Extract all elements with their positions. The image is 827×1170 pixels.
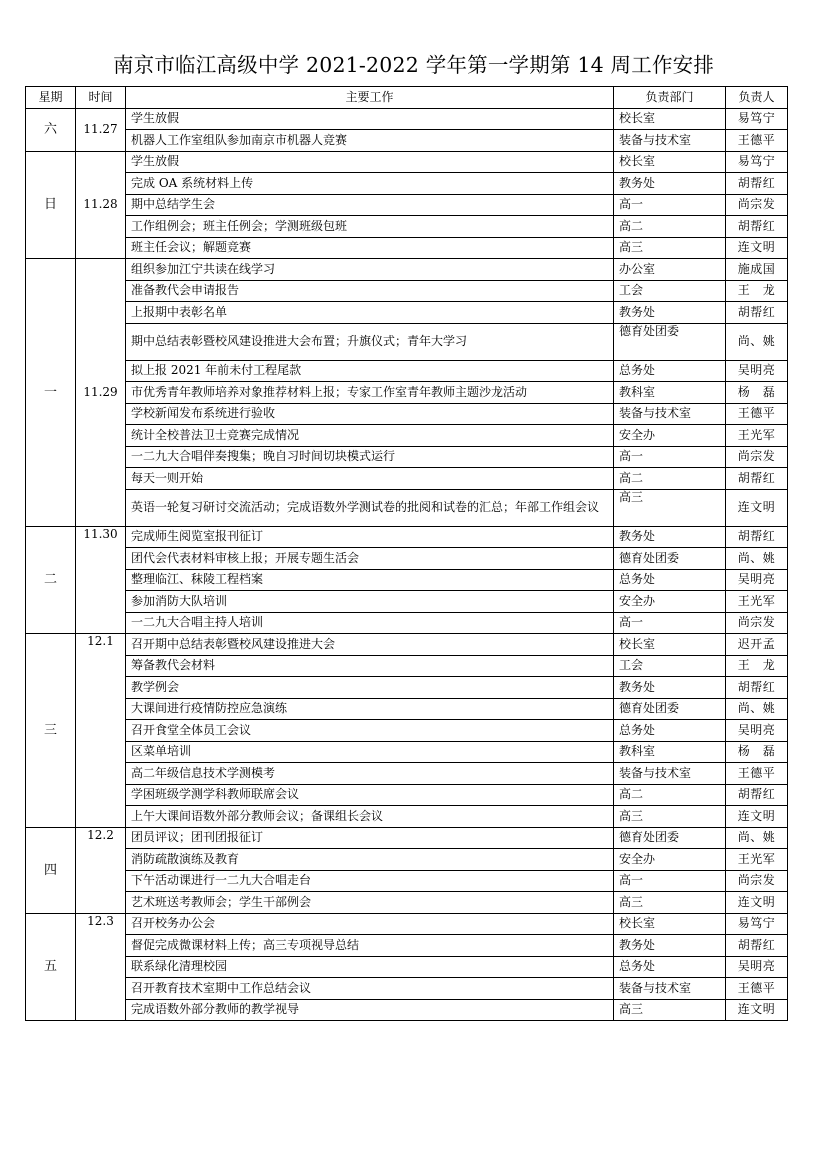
day-cell: 三 — [26, 634, 76, 828]
person-cell: 易笃宁 — [726, 108, 788, 130]
task-cell: 高二年级信息技术学测模考 — [126, 763, 614, 785]
dept-cell: 安全办 — [614, 849, 726, 871]
dept-cell: 德育处团委 — [614, 698, 726, 720]
table-header-row — [26, 87, 788, 109]
task-cell: 组织参加江宁共读在线学习 — [126, 259, 614, 281]
person-cell: 吴明亮 — [726, 720, 788, 742]
header-dept: 负责部门 — [614, 87, 726, 109]
table-row — [26, 935, 788, 957]
dept-cell: 高一 — [614, 446, 726, 468]
dept-cell: 办公室 — [614, 259, 726, 281]
dept-cell: 高二 — [614, 468, 726, 490]
dept-cell: 高二 — [614, 784, 726, 806]
table-row — [26, 302, 788, 324]
table-row — [26, 741, 788, 763]
person-cell: 王光军 — [726, 849, 788, 871]
table-row — [26, 784, 788, 806]
task-cell: 艺术班送考教师会；学生干部例会 — [126, 892, 614, 914]
person-cell: 连文明 — [726, 806, 788, 828]
task-cell: 联系绿化清理校园 — [126, 956, 614, 978]
person-cell: 尚、姚 — [726, 827, 788, 849]
date-cell: 12.1 — [76, 634, 126, 828]
task-cell: 区菜单培训 — [126, 741, 614, 763]
table-row — [26, 151, 788, 173]
person-cell: 胡帮红 — [726, 526, 788, 548]
table-row — [26, 827, 788, 849]
dept-cell: 高一 — [614, 612, 726, 634]
person-cell: 王德平 — [726, 403, 788, 425]
task-cell: 团员评议；团刊团报征订 — [126, 827, 614, 849]
dept-cell: 教务处 — [614, 302, 726, 324]
dept-cell: 教务处 — [614, 526, 726, 548]
table-row — [26, 634, 788, 656]
page-title: 南京市临江高级中学 2021-2022 学年第一学期第 14 周工作安排 — [112, 53, 715, 77]
dept-cell: 校长室 — [614, 108, 726, 130]
task-cell: 学生放假 — [126, 151, 614, 173]
dept-cell: 高三 — [614, 237, 726, 259]
person-cell: 王光军 — [726, 425, 788, 447]
table-row — [26, 677, 788, 699]
dept-cell: 装备与技术室 — [614, 763, 726, 785]
task-cell: 统计全校普法卫士竞赛完成情况 — [126, 425, 614, 447]
table-row — [26, 259, 788, 281]
dept-cell: 高一 — [614, 194, 726, 216]
task-cell: 学校新闻发布系统进行验收 — [126, 403, 614, 425]
task-cell: 一二九大合唱伴奏搜集；晚自习时间切块模式运行 — [126, 446, 614, 468]
task-cell: 召开教育技术室期中工作总结会议 — [126, 978, 614, 1000]
person-cell: 胡帮红 — [726, 468, 788, 490]
dept-cell: 校长室 — [614, 634, 726, 656]
day-cell: 日 — [26, 151, 76, 259]
dept-cell: 装备与技术室 — [614, 403, 726, 425]
day-cell: 六 — [26, 108, 76, 151]
task-cell: 学生放假 — [126, 108, 614, 130]
task-cell: 每天一则开始 — [126, 468, 614, 490]
task-cell: 筹备教代会材料 — [126, 655, 614, 677]
person-cell: 尚宗发 — [726, 194, 788, 216]
table-row — [26, 382, 788, 404]
person-cell: 王德平 — [726, 763, 788, 785]
table-row — [26, 468, 788, 490]
table-row — [26, 655, 788, 677]
dept-cell: 高三 — [614, 999, 726, 1021]
person-cell: 杨 磊 — [726, 741, 788, 763]
date-cell: 11.28 — [76, 151, 126, 259]
table-row — [26, 403, 788, 425]
task-cell: 召开食堂全体员工会议 — [126, 720, 614, 742]
task-cell: 一二九大合唱主持人培训 — [126, 612, 614, 634]
task-cell: 准备教代会申请报告 — [126, 280, 614, 302]
table-row — [26, 892, 788, 914]
person-cell: 易笃宁 — [726, 913, 788, 935]
dept-cell: 德育处团委 — [614, 548, 726, 570]
table-row — [26, 956, 788, 978]
task-cell: 英语一轮复习研讨交流活动；完成语数外学测试卷的批阅和试卷的汇总；年部工作组会议 — [126, 489, 614, 526]
person-cell: 连文明 — [726, 489, 788, 526]
task-cell: 督促完成微课材料上传；高三专项视导总结 — [126, 935, 614, 957]
table-row — [26, 194, 788, 216]
person-cell: 易笃宁 — [726, 151, 788, 173]
date-cell: 12.2 — [76, 827, 126, 913]
person-cell: 胡帮红 — [726, 784, 788, 806]
person-cell: 尚宗发 — [726, 612, 788, 634]
table-row — [26, 913, 788, 935]
dept-cell: 教务处 — [614, 677, 726, 699]
task-cell: 期中总结学生会 — [126, 194, 614, 216]
person-cell: 尚、姚 — [726, 698, 788, 720]
person-cell: 胡帮红 — [726, 677, 788, 699]
task-cell: 消防疏散演练及教育 — [126, 849, 614, 871]
dept-cell: 装备与技术室 — [614, 978, 726, 1000]
task-cell: 完成语数外部分教师的教学视导 — [126, 999, 614, 1021]
schedule-body — [26, 108, 788, 1021]
dept-cell: 高一 — [614, 870, 726, 892]
task-cell: 完成师生阅览室报刊征订 — [126, 526, 614, 548]
person-cell: 吴明亮 — [726, 569, 788, 591]
task-cell: 工作组例会；班主任例会；学测班级包班 — [126, 216, 614, 238]
task-cell: 团代会代表材料审核上报；开展专题生活会 — [126, 548, 614, 570]
table-row — [26, 591, 788, 613]
date-cell: 11.27 — [76, 108, 126, 151]
dept-cell: 教务处 — [614, 173, 726, 195]
table-row — [26, 720, 788, 742]
table-row — [26, 108, 788, 130]
person-cell: 王光军 — [726, 591, 788, 613]
table-row — [26, 548, 788, 570]
table-row — [26, 569, 788, 591]
table-row — [26, 425, 788, 447]
dept-cell: 安全办 — [614, 591, 726, 613]
person-cell: 尚、姚 — [726, 323, 788, 360]
task-cell: 完成 OA 系统材料上传 — [126, 173, 614, 195]
dept-cell: 总务处 — [614, 720, 726, 742]
task-cell: 整理临江、秣陵工程档案 — [126, 569, 614, 591]
task-cell: 召开校务办公会 — [126, 913, 614, 935]
person-cell: 吴明亮 — [726, 956, 788, 978]
task-cell: 大课间进行疫情防控应急演练 — [126, 698, 614, 720]
dept-cell: 总务处 — [614, 569, 726, 591]
dept-cell: 校长室 — [614, 913, 726, 935]
person-cell: 连文明 — [726, 999, 788, 1021]
person-cell: 尚宗发 — [726, 446, 788, 468]
date-cell: 11.29 — [76, 259, 126, 527]
task-cell: 机器人工作室组队参加南京市机器人竞赛 — [126, 130, 614, 152]
person-cell: 胡帮红 — [726, 216, 788, 238]
dept-cell: 工会 — [614, 280, 726, 302]
dept-cell: 教科室 — [614, 382, 726, 404]
person-cell: 尚宗发 — [726, 870, 788, 892]
table-row — [26, 216, 788, 238]
person-cell: 吴明亮 — [726, 360, 788, 382]
day-cell: 四 — [26, 827, 76, 913]
task-cell: 教学例会 — [126, 677, 614, 699]
table-row — [26, 173, 788, 195]
dept-cell: 工会 — [614, 655, 726, 677]
person-cell: 迟开孟 — [726, 634, 788, 656]
person-cell: 王 龙 — [726, 655, 788, 677]
person-cell: 胡帮红 — [726, 302, 788, 324]
dept-cell: 德育处团委 — [614, 323, 726, 360]
header-day: 星期 — [26, 87, 76, 109]
dept-cell: 教科室 — [614, 741, 726, 763]
dept-cell: 高三 — [614, 892, 726, 914]
task-cell: 学困班级学测学科教师联席会议 — [126, 784, 614, 806]
day-cell: 一 — [26, 259, 76, 527]
person-cell: 王德平 — [726, 978, 788, 1000]
table-row — [26, 612, 788, 634]
date-cell: 12.3 — [76, 913, 126, 1021]
table-row — [26, 489, 788, 526]
table-row — [26, 999, 788, 1021]
task-cell: 班主任会议；解题竞赛 — [126, 237, 614, 259]
header-date: 时间 — [76, 87, 126, 109]
table-row — [26, 130, 788, 152]
task-cell: 召开期中总结表彰暨校风建设推进大会 — [126, 634, 614, 656]
table-row — [26, 280, 788, 302]
person-cell: 王德平 — [726, 130, 788, 152]
dept-cell: 装备与技术室 — [614, 130, 726, 152]
table-row — [26, 806, 788, 828]
person-cell: 胡帮红 — [726, 935, 788, 957]
person-cell: 施成国 — [726, 259, 788, 281]
table-row — [26, 763, 788, 785]
header-task: 主要工作 — [126, 87, 614, 109]
dept-cell: 总务处 — [614, 360, 726, 382]
dept-cell: 德育处团委 — [614, 827, 726, 849]
dept-cell: 总务处 — [614, 956, 726, 978]
day-cell: 五 — [26, 913, 76, 1021]
dept-cell: 高三 — [614, 806, 726, 828]
table-row — [26, 698, 788, 720]
person-cell: 连文明 — [726, 892, 788, 914]
day-cell: 二 — [26, 526, 76, 634]
table-row — [26, 446, 788, 468]
dept-cell: 高二 — [614, 216, 726, 238]
person-cell: 连文明 — [726, 237, 788, 259]
task-cell: 市优秀青年教师培养对象推荐材料上报；专家工作室青年教师主题沙龙活动 — [126, 382, 614, 404]
task-cell: 上报期中表彰名单 — [126, 302, 614, 324]
table-row — [26, 870, 788, 892]
task-cell: 参加消防大队培训 — [126, 591, 614, 613]
table-row — [26, 323, 788, 360]
table-row — [26, 849, 788, 871]
table-row — [26, 360, 788, 382]
date-cell: 11.30 — [76, 526, 126, 634]
table-row — [26, 526, 788, 548]
task-cell: 下午活动课进行一二九大合唱走台 — [126, 870, 614, 892]
person-cell: 杨 磊 — [726, 382, 788, 404]
dept-cell: 高三 — [614, 489, 726, 526]
person-cell: 尚、姚 — [726, 548, 788, 570]
schedule-table — [25, 86, 788, 1021]
task-cell: 拟上报 2021 年前未付工程尾款 — [126, 360, 614, 382]
table-row — [26, 237, 788, 259]
task-cell: 上午大课间语数外部分教师会议；备课组长会议 — [126, 806, 614, 828]
table-row — [26, 978, 788, 1000]
dept-cell: 校长室 — [614, 151, 726, 173]
dept-cell: 安全办 — [614, 425, 726, 447]
header-person: 负责人 — [726, 87, 788, 109]
person-cell: 王 龙 — [726, 280, 788, 302]
person-cell: 胡帮红 — [726, 173, 788, 195]
dept-cell: 教务处 — [614, 935, 726, 957]
task-cell: 期中总结表彰暨校风建设推进大会布置；升旗仪式；青年大学习 — [126, 323, 614, 360]
